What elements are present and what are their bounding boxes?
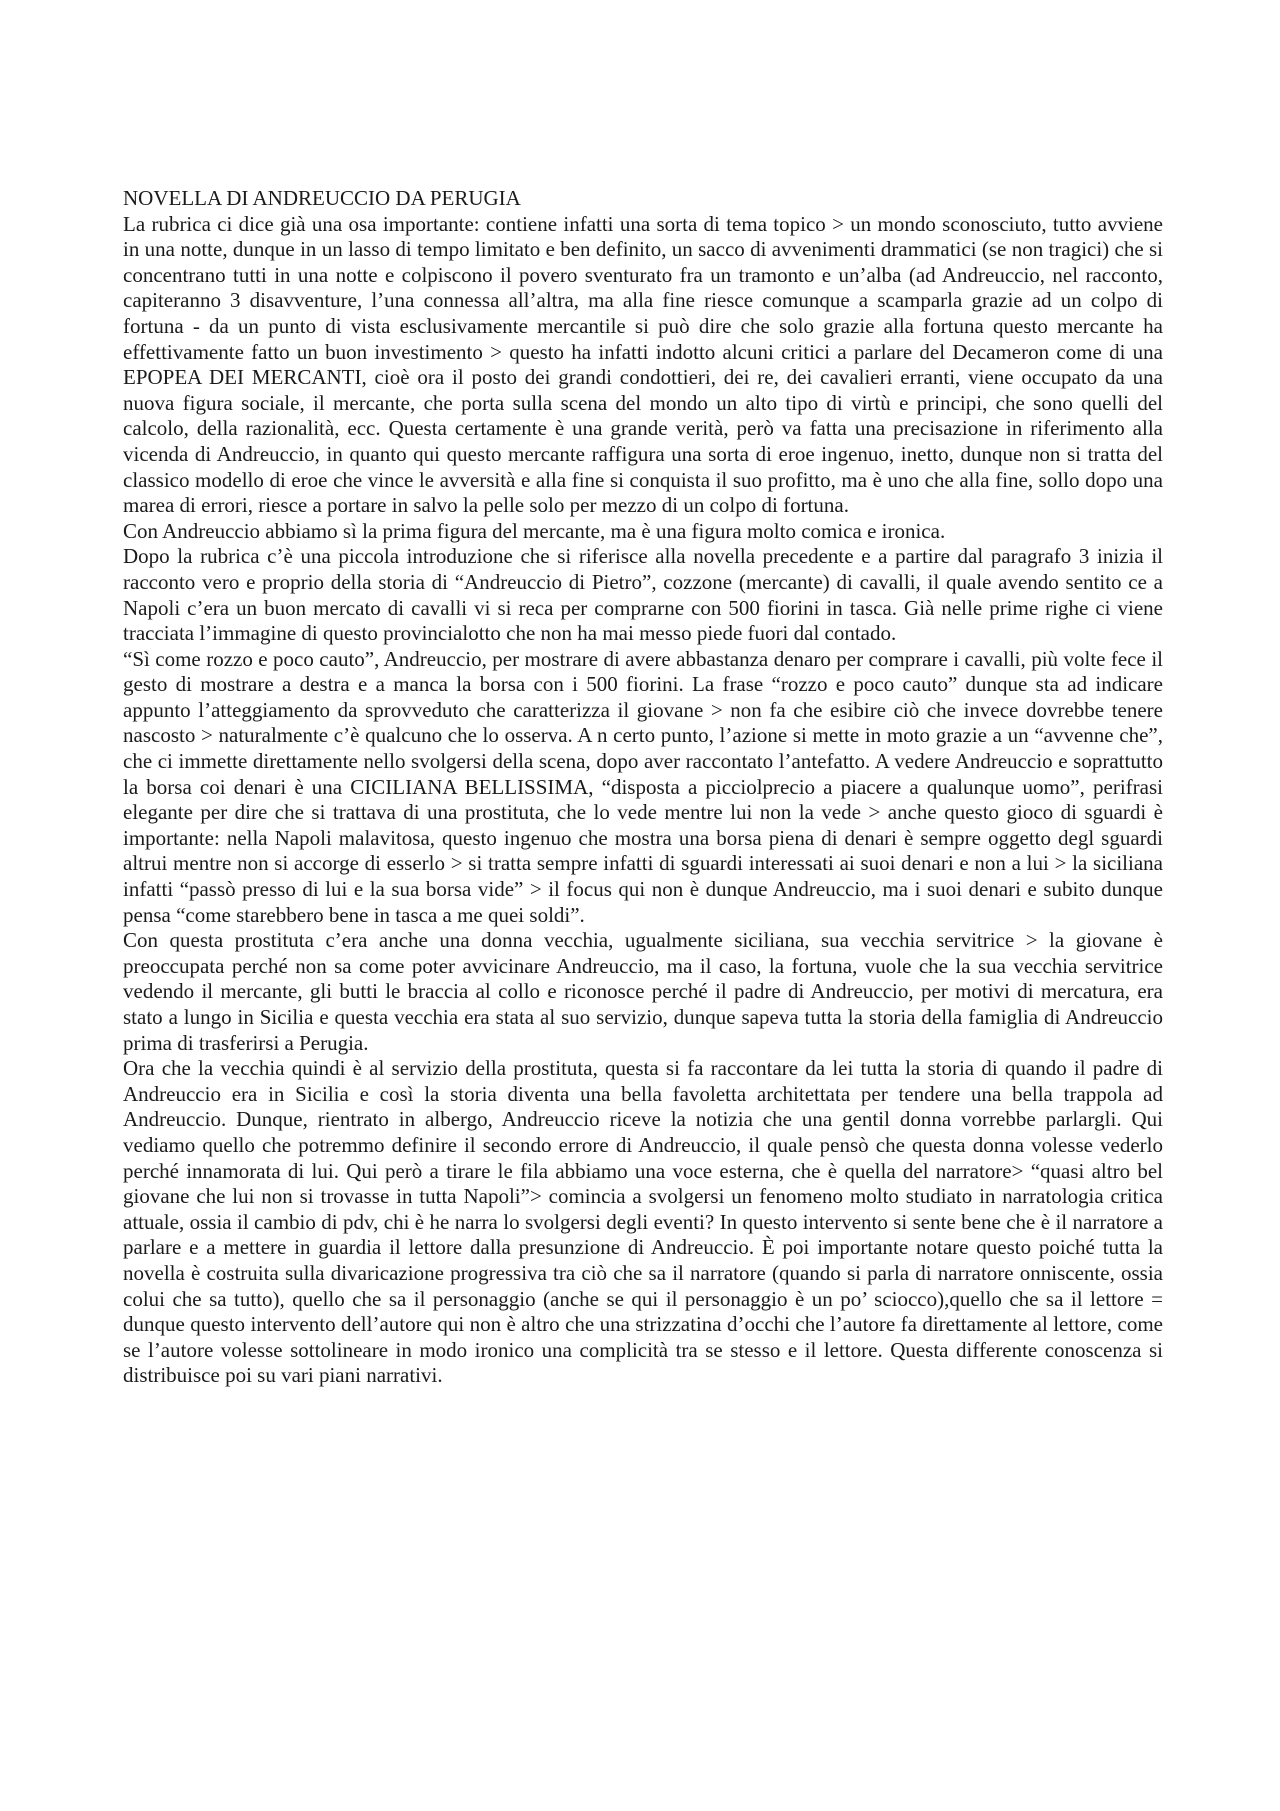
paragraph-4: “Sì come rozzo e poco cauto”, Andreuccio, per mostrare di avere abbastanza denaro per comprare i cavalli, più volte fece il gesto di mostrare a destra e a manca la borsa con i 500 fiorini. La frase “rozzo e poco cauto” dunque sta ad indicare appunto l’atteggiamento da sprovveduto che caratterizza il giovane > non fa che esibire ciò che invece dovrebbe tenere nascosto > naturalmente c’è qualcuno che lo osserva. A n certo punto, l’azione si mette in moto grazie a un “avvenne che”, che ci immette direttamente nello svolgersi della scena, dopo aver raccontato l’antefatto. A vedere Andreuccio e soprattutto la borsa coi denari è una CICILIANA BELLISSIMA, “disposta a picciolprecio a piacere a qualunque uomo”, perifrasi elegante per dire che si trattava di una prostituta, che lo vede mentre lui non la vede > anche questo gioco di sguardi è importante: nella Napoli malavitosa, questo ingenuo che mostra una borsa piena di denari è sempre oggetto degl sguardi altrui mentre non si accorge di esserlo > si tratta sempre infatti di sguardi interessati ai suoi denari e non a lui > la siciliana infatti “passò presso di lui e la sua borsa vide” > il focus qui non è dunque Andreuccio, ma i suoi denari e subito dunque pensa “come starebbero bene in tasca a me quei soldi”.: [123, 646, 1163, 927]
paragraph-2: Con Andreuccio abbiamo sì la prima figura del mercante, ma è una figura molto comica e ironica.: [123, 518, 946, 543]
document-body: [123, 186, 1163, 1389]
paragraph-3: Dopo la rubrica c’è una piccola introduzione che si riferisce alla novella precedente e a partire dal paragrafo 3 inizia il racconto vero e proprio della storia di “Andreuccio di Pietro”, cozzone (mercante) di cavalli, il quale avendo sentito ce a Napoli c’era un buon mercato di cavalli vi si reca per comprarne con 500 fiorini in tasca. Già nelle prime righe ci viene tracciata l’immagine di questo provincialotto che non ha mai messo piede fuori dal contado.: [123, 544, 1163, 646]
paragraph-1: La rubrica ci dice già una osa importante: contiene infatti una sorta di tema topico > un mondo sconosciuto, tutto avviene in una notte, dunque in un lasso di tempo limitato e ben definito, un sacco di avvenimenti drammatici (se non tragici) che si concentrano tutti in una notte e colpiscono il povero sventurato fra un tramonto e un’alba (ad Andreuccio, nel racconto, capiteranno 3 disavventure, l’una connessa all’altra, ma alla fine riesce comunque a scamparla grazie ad un colpo di fortuna - da un punto di vista esclusivamente mercantile si può dire che solo grazie alla fortuna questo mercante ha effettivamente fatto un buon investimento > questo ha infatti indotto alcuni critici a parlare del Decameron come di una EPOPEA DEI MERCANTI, cioè ora il posto dei grandi condottieri, dei re, dei cavalieri erranti, viene occupato da una nuova figura sociale, il mercante, che porta sulla scena del mondo un alto tipo di virtù e principi, che sono quelli del calcolo, della razionalità, ecc. Questa certamente è una grande verità, però va fatta una precisazione in riferimento alla vicenda di Andreuccio, in quanto qui questo mercante raffigura una sorta di eroe ingenuo, inetto, dunque non si tratta del classico modello di eroe che vince le avversità e alla fine si conquista il suo profitto, ma è uno che alla fine, sollo dopo una marea di errori, riesce a portare in salvo la pelle solo per mezzo di un colpo di fortuna.: [123, 211, 1163, 518]
paragraph-5: Con questa prostituta c’era anche una donna vecchia, ugualmente siciliana, sua vecchia servitrice > la giovane è preoccupata perché non sa come poter avvicinare Andreuccio, ma il caso, la fortuna, vuole che la sua vecchia servitrice vedendo il mercante, gli butti le braccia al collo e riconosce perché il padre di Andreuccio, per motivi di mercatura, era stato a lungo in Sicilia e questa vecchia era stata al suo servizio, dunque sapeva tutta la storia della famiglia di Andreuccio prima di trasferirsi a Perugia.: [123, 928, 1163, 1055]
document-title: NOVELLA DI ANDREUCCIO DA PERUGIA: [123, 186, 521, 210]
paragraph-6: Ora che la vecchia quindi è al servizio della prostituta, questa si fa raccontare da lei tutta la storia di quando il padre di Andreuccio era in Sicilia e così la storia diventa una bella favoletta architettata per tendere una bella trappola ad Andreuccio. Dunque, rientrato in albergo, Andreuccio riceve la notizia che una gentil donna vorrebbe parlargli. Qui vediamo quello che potremmo definire il secondo errore di Andreuccio, il quale pensò che questa donna volesse vederlo perché innamorata di lui. Qui però a tirare le fila abbiamo una voce esterna, che è quella del narratore> “quasi altro bel giovane che lui non si trovasse in tutta Napoli”> comincia a svolgersi un fenomeno molto studiato in narratologia critica attuale, ossia il cambio di pdv, chi è he narra lo svolgersi degli eventi? In questo intervento si sente bene che è il narratore a parlare e a mettere in guardia il lettore dalla presunzione di Andreuccio. È poi importante notare questo poiché tutta la novella è costruita sulla divaricazione progressiva tra ciò che sa il narratore (quando si parla di narratore onniscente, ossia colui che sa tutto), quello che sa il personaggio (anche se qui il personaggio è un po’ sciocco),quello che sa il lettore = dunque questo intervento dell’autore qui non è altro che una strizzatina d’occhi che l’autore fa direttamente al lettore, come se l’autore volesse sottolineare in modo ironico una complicità tra se stesso e il lettore. Questa differente conoscenza si distribuisce poi su vari piani narrativi.: [123, 1056, 1163, 1388]
